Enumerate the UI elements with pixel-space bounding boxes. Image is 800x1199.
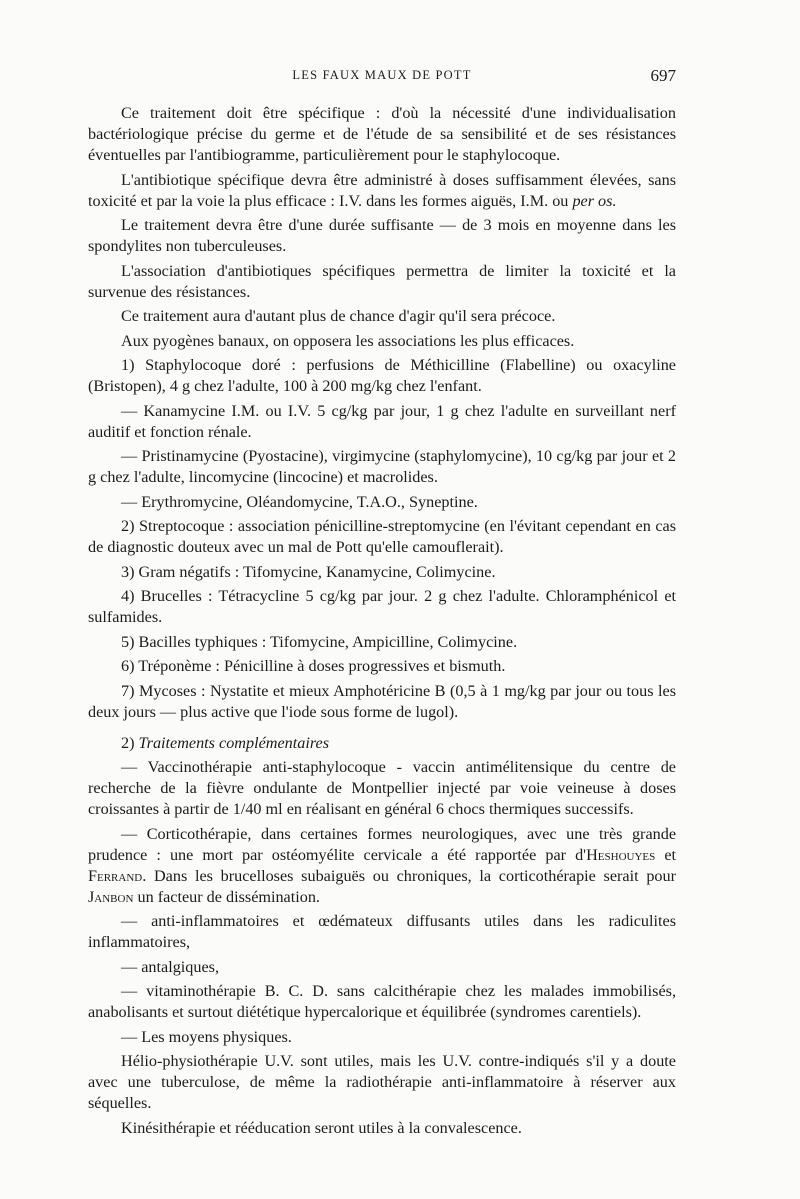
paragraph [88, 170, 676, 212]
list-item: — Erythromycine, Oléandomycine, T.A.O., Syneptine. [121, 492, 478, 511]
list-item: — vitaminothérapie B. C. D. sans calcithérapie chez les malades immobilisés, anabolisants et surtout diététique hypercalorique et équilibrée (syndromes carentiels). [88, 982, 676, 1021]
paragraph: Hélio-physiothérapie U.V. sont utiles, mais les U.V. contre-indiqués s'il y a doute avec une tuberculose, de même la radiothérapie anti-inflammatoire à réserver aux séquelles. [88, 1052, 676, 1112]
list-item: — Pristinamycine (Pyostacine), virgimycine (staphylomycine), 10 cg/kg par jour et 2 g chez l'adulte, lincomycine (lincocine) et macrolides. [88, 447, 676, 486]
author-name: Heshouyes [586, 845, 656, 864]
paragraph: Ce traitement aura d'autant plus de chance d'agir qu'il sera précoce. [121, 307, 556, 325]
list-item: — anti-inflammatoires et œdémateux diffusants utiles dans les radiculites inflammatoires, [88, 912, 676, 951]
list-item [88, 824, 676, 908]
paragraph-text: . Dans les brucelloses subaiguës ou chroniques, la corticothérapie serait pour [142, 866, 676, 885]
list-item: — antalgiques, [121, 957, 220, 976]
list-item: — Vaccinothérapie anti-staphylocoque - vaccin antimélitensique du centre de recherche de la fièvre ondulante de Montpellier injecté par voie veineuse à doses croissantes à partir de 1/40 ml en réalisant en général 6 chocs thermiques successifs. [88, 758, 676, 818]
paragraph-text: et [655, 845, 676, 864]
author-name: Ferrand [88, 866, 143, 885]
list-item: 1) Staphylocoque doré : perfusions de Méthicilline (Flabelline) ou oxacyline (Bristopen), 4 g chez l'adulte, 100 à 200 mg/kg chez l'enfant. [88, 356, 676, 395]
paragraph: Kinésithérapie et rééducation seront utiles à la convalescence. [121, 1118, 522, 1137]
body-text [88, 103, 676, 1142]
list-item: 2) Streptocoque : association pénicilline-streptomycine (en l'évitant cependant en cas de diagnostic douteux avec un mal de Pott qu'elle camouflerait). [88, 517, 676, 556]
section-title: Traitements complémentaires [138, 733, 330, 752]
author-name: Janbon [88, 887, 134, 906]
paragraph-text: un facteur de dissémination. [133, 887, 320, 906]
page-number: 697 [650, 66, 676, 85]
section-heading [88, 733, 676, 754]
list-item: 4) Brucelles : Tétracycline 5 cg/kg par jour. 2 g chez l'adulte. Chloramphénicol et sulfamides. [88, 587, 676, 626]
paragraph: Aux pyogènes banaux, on opposera les associations les plus efficaces. [121, 331, 575, 350]
section-number: 2) [121, 733, 139, 752]
paragraph-text: L'antibiotique spécifique devra être administré à doses suffisamment élevées, sans toxicité et par la voie la plus efficace : I.V. dans les formes aiguës, I.M. ou [88, 170, 676, 210]
list-item: 3) Gram négatifs : Tifomycine, Kanamycine, Colimycine. [121, 562, 496, 581]
list-item: — Les moyens physiques. [121, 1027, 292, 1046]
list-item: 7) Mycoses : Nystatite et mieux Amphotéricine B (0,5 à 1 mg/kg par jour ou tous les deux jours — plus active que l'iode sous forme de lugol). [88, 681, 676, 721]
paragraph: Ce traitement doit être spécifique : d'où la nécessité d'une individualisation bactériologique précise du germe et de l'étude de sa sensibilité et de ses résistances éventuelles par l'antibiogramme, particulièrement pour le staphylocoque. [88, 104, 676, 164]
list-item: 5) Bacilles typhiques : Tifomycine, Ampicilline, Colimycine. [121, 632, 518, 651]
running-head [88, 66, 676, 90]
paragraph-text: — Corticothérapie, dans certaines formes neurologiques, avec une très grande prudence : une mort par ostéomyélite cervicale a été rapportée par d' [88, 824, 676, 864]
paragraph: Le traitement devra être d'une durée suffisante — de 3 mois en moyenne dans les spondylites non tuberculeuses. [88, 216, 676, 255]
list-item: — Kanamycine I.M. ou I.V. 5 cg/kg par jour, 1 g chez l'adulte en surveillant nerf auditif et fonction rénale. [88, 401, 676, 441]
latin-term: per os. [572, 191, 617, 210]
list-item: 6) Tréponème : Pénicilline à doses progressives et bismuth. [121, 657, 506, 675]
paragraph: L'association d'antibiotiques spécifiques permettra de limiter la toxicité et la survenue des résistances. [88, 261, 676, 301]
running-title: LES FAUX MAUX DE POTT [292, 68, 472, 82]
